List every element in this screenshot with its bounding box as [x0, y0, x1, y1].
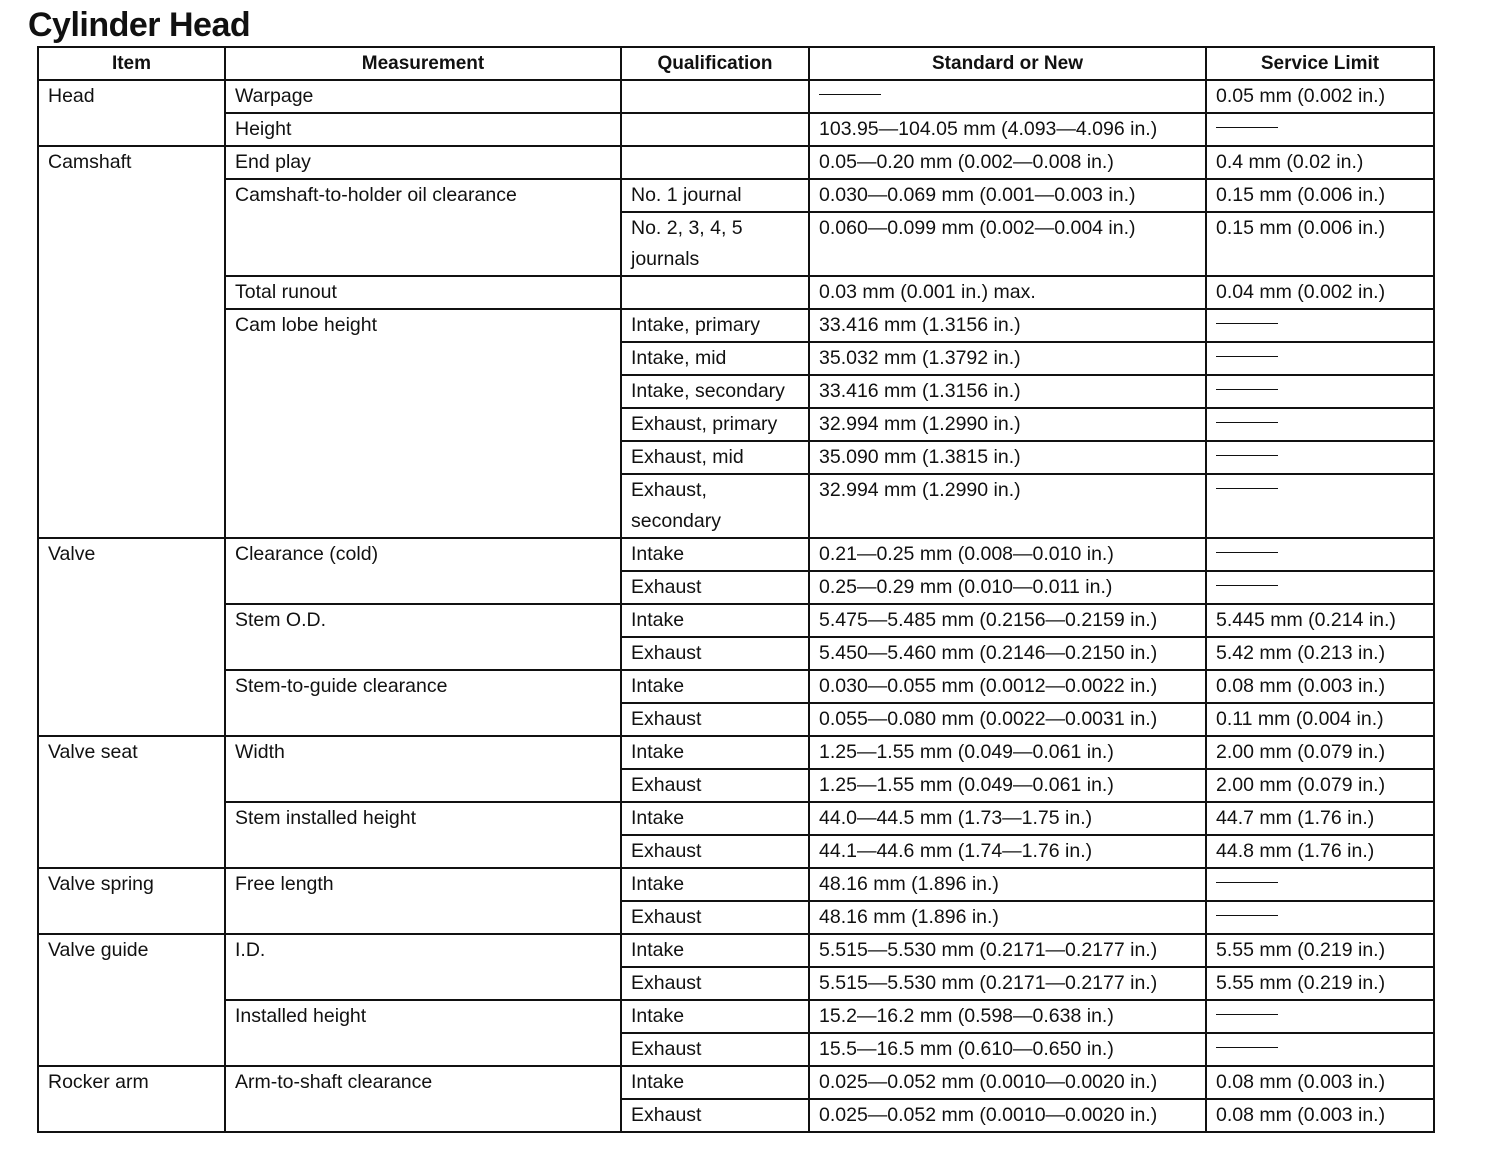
table-row: [38, 179, 1434, 212]
service-limit-cell: 0.15 mm (0.006 in.): [1206, 212, 1434, 276]
page-title: Cylinder Head: [28, 6, 251, 44]
service-limit-cell: 44.7 mm (1.76 in.): [1206, 802, 1434, 835]
qualification-cell: Exhaust, secondary: [621, 474, 809, 538]
measurement-cell: Arm-to-shaft clearance: [225, 1066, 621, 1132]
qualification-cell: Exhaust, mid: [621, 441, 809, 474]
standard-cell: 33.416 mm (1.3156 in.): [809, 375, 1206, 408]
dash-mark: [1216, 882, 1278, 883]
qualification-cell: Intake: [621, 1066, 809, 1099]
table-row: [38, 802, 1434, 835]
service-limit-cell: 0.05 mm (0.002 in.): [1206, 80, 1434, 113]
header-service-limit: Service Limit: [1206, 47, 1434, 80]
service-limit-cell: [1206, 901, 1434, 934]
qualification-cell: [621, 276, 809, 309]
qualification-cell: Exhaust: [621, 967, 809, 1000]
service-limit-cell: [1206, 474, 1434, 538]
qualification-cell: [621, 146, 809, 179]
service-limit-cell: [1206, 342, 1434, 375]
qualification-cell: No. 2, 3, 4, 5 journals: [621, 212, 809, 276]
dash-mark: [1216, 455, 1278, 456]
standard-cell: 0.21—0.25 mm (0.008—0.010 in.): [809, 538, 1206, 571]
service-limit-cell: [1206, 441, 1434, 474]
service-limit-cell: [1206, 1000, 1434, 1033]
standard-cell: 33.416 mm (1.3156 in.): [809, 309, 1206, 342]
standard-cell: 1.25—1.55 mm (0.049—0.061 in.): [809, 736, 1206, 769]
measurement-cell: End play: [225, 146, 621, 179]
table-row: [38, 80, 1434, 113]
service-limit-cell: 5.445 mm (0.214 in.): [1206, 604, 1434, 637]
table-row: [38, 868, 1434, 901]
measurement-cell: Free length: [225, 868, 621, 934]
service-limit-cell: 0.15 mm (0.006 in.): [1206, 179, 1434, 212]
standard-cell: 0.05—0.20 mm (0.002—0.008 in.): [809, 146, 1206, 179]
standard-cell: [809, 80, 1206, 113]
service-limit-cell: [1206, 408, 1434, 441]
measurement-cell: Height: [225, 113, 621, 146]
standard-cell: 5.515—5.530 mm (0.2171—0.2177 in.): [809, 967, 1206, 1000]
measurement-cell: Width: [225, 736, 621, 802]
service-limit-cell: 2.00 mm (0.079 in.): [1206, 769, 1434, 802]
qualification-cell: Exhaust: [621, 901, 809, 934]
dash-mark: [1216, 552, 1278, 553]
standard-cell: 0.060—0.099 mm (0.002—0.004 in.): [809, 212, 1206, 276]
service-limit-cell: 0.08 mm (0.003 in.): [1206, 1066, 1434, 1099]
measurement-cell: Camshaft-to-holder oil clearance: [225, 179, 621, 276]
dash-mark: [1216, 422, 1278, 423]
service-limit-cell: [1206, 571, 1434, 604]
service-limit-cell: 44.8 mm (1.76 in.): [1206, 835, 1434, 868]
service-limit-cell: 5.55 mm (0.219 in.): [1206, 967, 1434, 1000]
qualification-cell: Intake: [621, 670, 809, 703]
standard-cell: 0.025—0.052 mm (0.0010—0.0020 in.): [809, 1066, 1206, 1099]
measurement-cell: Stem O.D.: [225, 604, 621, 670]
service-limit-cell: 0.4 mm (0.02 in.): [1206, 146, 1434, 179]
standard-cell: 5.475—5.485 mm (0.2156—0.2159 in.): [809, 604, 1206, 637]
measurement-cell: Clearance (cold): [225, 538, 621, 604]
qualification-cell: Exhaust: [621, 1033, 809, 1066]
standard-cell: 0.030—0.055 mm (0.0012—0.0022 in.): [809, 670, 1206, 703]
dash-mark: [1216, 488, 1278, 489]
standard-cell: 32.994 mm (1.2990 in.): [809, 408, 1206, 441]
qualification-cell: [621, 80, 809, 113]
dash-mark: [1216, 1014, 1278, 1015]
standard-cell: 1.25—1.55 mm (0.049—0.061 in.): [809, 769, 1206, 802]
qualification-cell: Intake: [621, 538, 809, 571]
table-row: [38, 146, 1434, 179]
measurement-cell: Stem-to-guide clearance: [225, 670, 621, 736]
qualification-cell: Exhaust: [621, 571, 809, 604]
qualification-cell: No. 1 journal: [621, 179, 809, 212]
dash-mark: [1216, 585, 1278, 586]
service-limit-cell: 5.42 mm (0.213 in.): [1206, 637, 1434, 670]
qualification-cell: Intake: [621, 736, 809, 769]
service-limit-cell: [1206, 538, 1434, 571]
qualification-cell: Exhaust: [621, 1099, 809, 1132]
table-row: [38, 1066, 1434, 1099]
item-cell: Valve seat: [38, 736, 225, 868]
dash-mark: [1216, 323, 1278, 324]
table-row: [38, 934, 1434, 967]
standard-cell: 0.25—0.29 mm (0.010—0.011 in.): [809, 571, 1206, 604]
cylinder-head-spec-table: [37, 46, 1435, 1133]
measurement-cell: Installed height: [225, 1000, 621, 1066]
qualification-cell: Exhaust: [621, 637, 809, 670]
standard-cell: 5.515—5.530 mm (0.2171—0.2177 in.): [809, 934, 1206, 967]
table-row: [38, 538, 1434, 571]
header-standard: Standard or New: [809, 47, 1206, 80]
measurement-cell: Cam lobe height: [225, 309, 621, 538]
service-limit-cell: [1206, 868, 1434, 901]
table-body: [38, 80, 1434, 1132]
service-limit-cell: [1206, 1033, 1434, 1066]
service-limit-cell: 0.11 mm (0.004 in.): [1206, 703, 1434, 736]
qualification-cell: [621, 113, 809, 146]
service-limit-cell: 0.08 mm (0.003 in.): [1206, 1099, 1434, 1132]
qualification-cell: Exhaust: [621, 703, 809, 736]
item-cell: Valve: [38, 538, 225, 736]
header-row: [38, 47, 1434, 80]
qualification-cell: Intake, mid: [621, 342, 809, 375]
item-cell: Valve spring: [38, 868, 225, 934]
measurement-cell: I.D.: [225, 934, 621, 1000]
header-item: Item: [38, 47, 225, 80]
standard-cell: 0.03 mm (0.001 in.) max.: [809, 276, 1206, 309]
qualification-cell: Intake: [621, 934, 809, 967]
dash-mark: [1216, 389, 1278, 390]
standard-cell: 48.16 mm (1.896 in.): [809, 868, 1206, 901]
qualification-cell: Intake: [621, 868, 809, 901]
table-row: [38, 1000, 1434, 1033]
item-cell: Camshaft: [38, 146, 225, 538]
header-qualification: Qualification: [621, 47, 809, 80]
table-row: [38, 309, 1434, 342]
standard-cell: 5.450—5.460 mm (0.2146—0.2150 in.): [809, 637, 1206, 670]
qualification-cell: Intake, primary: [621, 309, 809, 342]
standard-cell: 44.1—44.6 mm (1.74—1.76 in.): [809, 835, 1206, 868]
standard-cell: 15.5—16.5 mm (0.610—0.650 in.): [809, 1033, 1206, 1066]
dash-mark: [1216, 356, 1278, 357]
header-measurement: Measurement: [225, 47, 621, 80]
standard-cell: 32.994 mm (1.2990 in.): [809, 474, 1206, 538]
qualification-cell: Intake: [621, 604, 809, 637]
qualification-cell: Exhaust: [621, 769, 809, 802]
standard-cell: 44.0—44.5 mm (1.73—1.75 in.): [809, 802, 1206, 835]
item-cell: Valve guide: [38, 934, 225, 1066]
standard-cell: 15.2—16.2 mm (0.598—0.638 in.): [809, 1000, 1206, 1033]
table-row: [38, 276, 1434, 309]
standard-cell: 35.090 mm (1.3815 in.): [809, 441, 1206, 474]
standard-cell: 0.025—0.052 mm (0.0010—0.0020 in.): [809, 1099, 1206, 1132]
measurement-cell: Total runout: [225, 276, 621, 309]
qualification-cell: Intake: [621, 1000, 809, 1033]
service-limit-cell: 0.04 mm (0.002 in.): [1206, 276, 1434, 309]
service-limit-cell: [1206, 309, 1434, 342]
standard-cell: 35.032 mm (1.3792 in.): [809, 342, 1206, 375]
service-limit-cell: 5.55 mm (0.219 in.): [1206, 934, 1434, 967]
service-limit-cell: 2.00 mm (0.079 in.): [1206, 736, 1434, 769]
service-limit-cell: [1206, 375, 1434, 408]
qualification-cell: Exhaust, primary: [621, 408, 809, 441]
qualification-cell: Intake, secondary: [621, 375, 809, 408]
service-limit-cell: 0.08 mm (0.003 in.): [1206, 670, 1434, 703]
service-limit-cell: [1206, 113, 1434, 146]
measurement-cell: Warpage: [225, 80, 621, 113]
measurement-cell: Stem installed height: [225, 802, 621, 868]
standard-cell: 0.055—0.080 mm (0.0022—0.0031 in.): [809, 703, 1206, 736]
table-row: [38, 113, 1434, 146]
standard-cell: 103.95—104.05 mm (4.093—4.096 in.): [809, 113, 1206, 146]
dash-mark: [1216, 915, 1278, 916]
table-row: [38, 736, 1434, 769]
dash-mark: [1216, 127, 1278, 128]
dash-mark: [1216, 1047, 1278, 1048]
qualification-cell: Exhaust: [621, 835, 809, 868]
item-cell: Rocker arm: [38, 1066, 225, 1132]
standard-cell: 0.030—0.069 mm (0.001—0.003 in.): [809, 179, 1206, 212]
qualification-cell: Intake: [621, 802, 809, 835]
standard-cell: 48.16 mm (1.896 in.): [809, 901, 1206, 934]
table-row: [38, 670, 1434, 703]
table-row: [38, 604, 1434, 637]
dash-mark: [819, 94, 881, 95]
item-cell: Head: [38, 80, 225, 146]
